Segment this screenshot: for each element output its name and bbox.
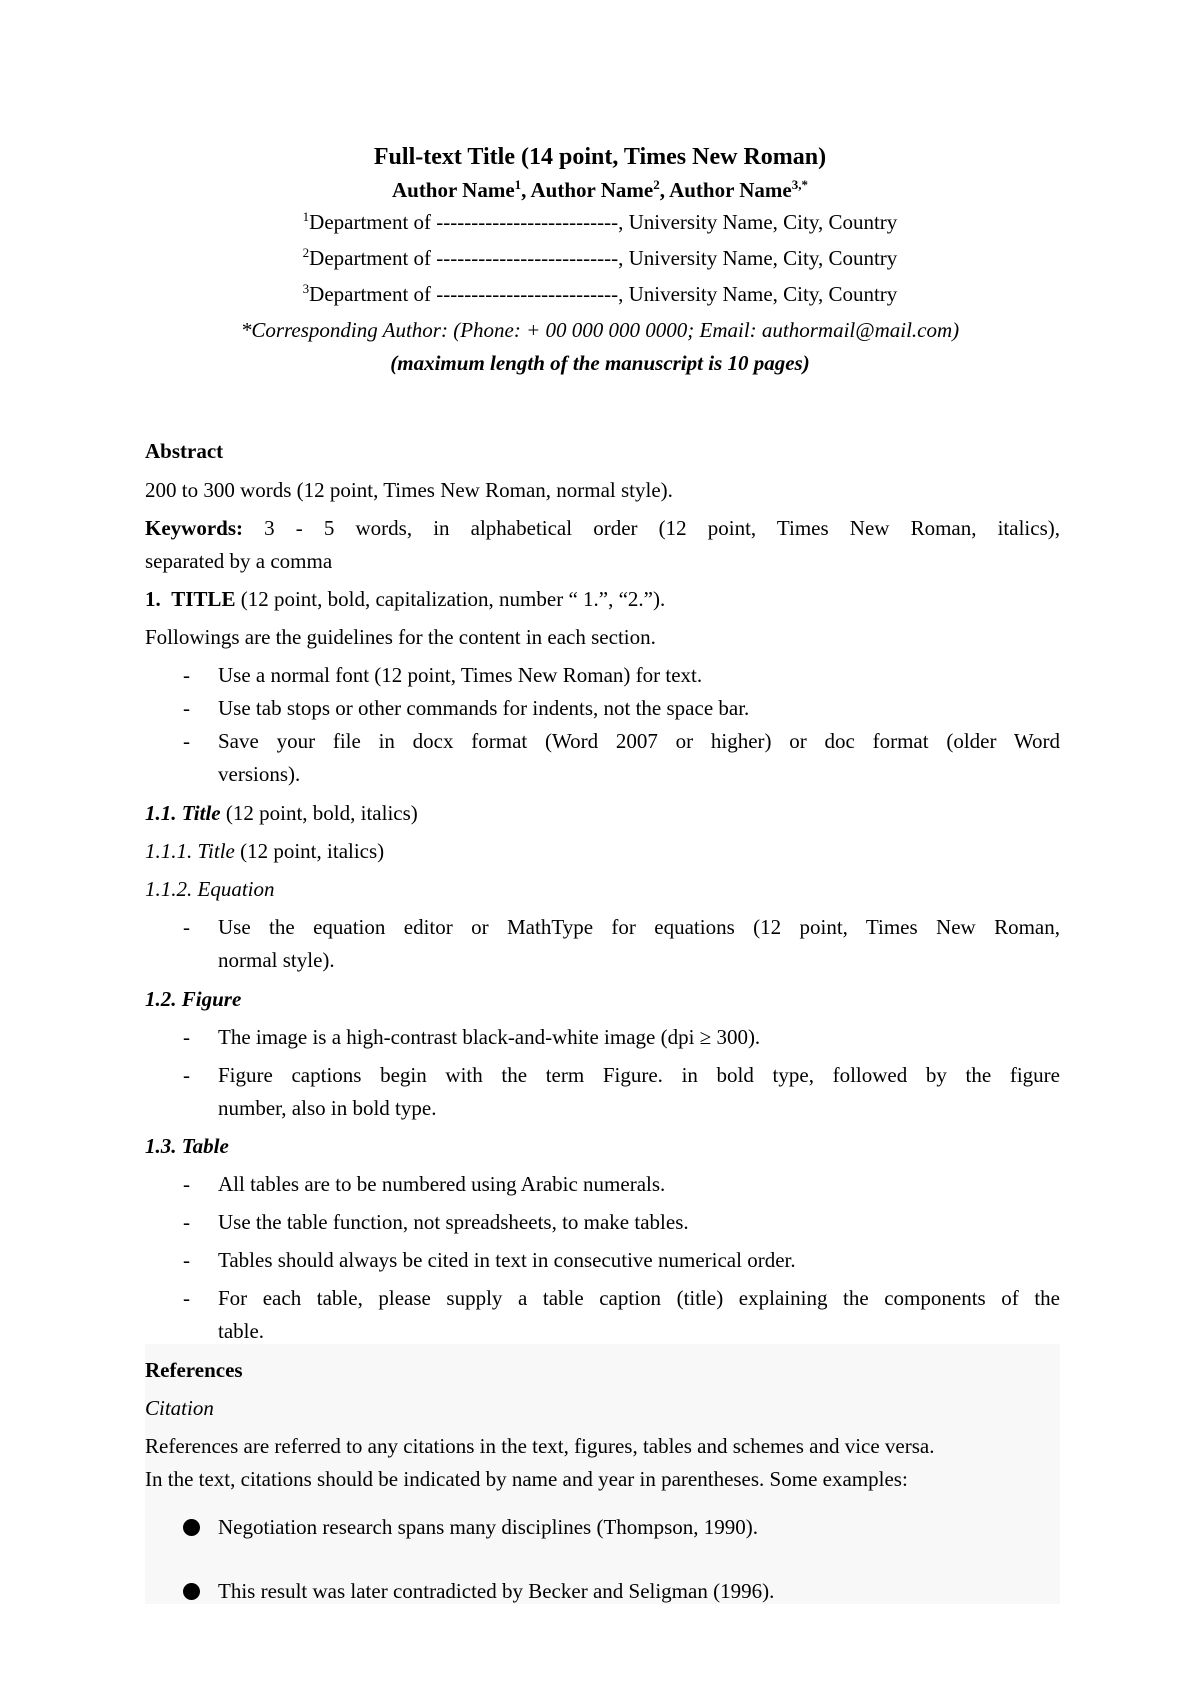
author-name: Author Name [391,178,515,202]
subsubsection-label: 1.1.1. Title [145,839,235,863]
list-item: Tables should always be cited in text in consecutive numerical order. [218,1248,796,1272]
section-title-note: (12 point, bold, capitalization, number “ 1.”, “2.”). [235,587,666,611]
subsection-label: 1.1. Title [145,801,221,825]
author-sup: 2 [653,177,660,192]
corresponding-author: *Corresponding Author: (Phone: + 00 000 000 0000; Email: authormail@mail.com) [240,318,960,342]
list-item: Use the table function, not spreadsheets, to make tables. [218,1210,689,1234]
list-item-continuation: number, also in bold type. [218,1096,437,1120]
affiliation-text: Department of --------------------------, University Name, City, Country [309,210,898,234]
subsection-heading: 1.2. Figure [145,987,242,1011]
bullet-dash: - [183,1063,190,1087]
bullet-dash: - [183,1248,190,1272]
citation-example: Negotiation research spans many disciplines (Thompson, 1990). [218,1515,759,1539]
abstract-heading: Abstract [145,439,224,463]
affiliation-sup: 3 [302,281,310,296]
keywords-continuation: separated by a comma [145,549,333,573]
bullet-dash: - [183,1210,190,1234]
affiliation-sup: 1 [302,209,310,224]
author-name: Author Name [669,178,792,202]
author-list [145,176,1055,204]
references-heading: References [145,1358,243,1382]
section-number: 1. [145,587,161,611]
list-item: The image is a high-contrast black-and-white image (dpi ≥ 300). [218,1025,761,1049]
keywords-text: 3 - 5 words, in alphabetical order (12 point, Times New Roman, italics), [264,516,1060,540]
max-length-note: (maximum length of the manuscript is 10 pages) [390,351,810,375]
list-item: Figure captions begin with the term Figure. in bold type, followed by the figure [218,1063,1060,1087]
list-item: Use the equation editor or MathType for equations (12 point, Times New Roman, [218,915,1060,939]
author-separator: , [521,178,531,202]
subsection-note: (12 point, bold, italics) [220,801,418,825]
keywords-line [145,514,1060,542]
subsubsection-heading [145,837,384,865]
bullet-dash: - [183,915,190,939]
bullet-dash: - [183,1172,190,1196]
references-text: References are referred to any citations in the text, figures, tables and schemes and vice versa. [145,1434,935,1458]
author-separator: , [659,178,670,202]
subsection-heading: 1.3. Table [145,1134,229,1158]
list-item: Use tab stops or other commands for indents, not the space bar. [218,696,750,720]
bullet-dash: - [183,1286,190,1310]
references-subheading: Citation [145,1396,214,1420]
subsubsection-note: (12 point, italics) [234,839,385,863]
references-text: In the text, citations should be indicated by name and year in parentheses. Some examples: [145,1467,908,1491]
list-item: Save your file in docx format (Word 2007 or higher) or doc format (older Word [218,729,1060,753]
affiliation [145,244,1055,272]
list-item-continuation: versions). [218,762,301,786]
list-item: All tables are to be numbered using Arabic numerals. [218,1172,666,1196]
author-name: Author Name [530,178,654,202]
subsection-heading [145,799,418,827]
section-title: TITLE [171,587,236,611]
subsubsection-heading: 1.1.2. Equation [145,877,275,901]
keywords-label: Keywords: [145,516,243,540]
list-item-continuation: normal style). [218,948,335,972]
affiliation-sup: 2 [302,245,310,260]
affiliation-text: Department of --------------------------, University Name, City, Country [309,282,898,306]
author-sup: 3,* [791,177,809,192]
affiliation [145,208,1055,236]
list-item: Use a normal font (12 point, Times New Roman) for text. [218,663,703,687]
bullet-dot [183,1583,200,1600]
abstract-text: 200 to 300 words (12 point, Times New Roman, normal style). [145,478,673,502]
section-heading [145,585,665,613]
bullet-dash: - [183,696,190,720]
citation-example: This result was later contradicted by Becker and Seligman (1996). [218,1579,775,1603]
bullet-dash: - [183,1025,190,1049]
list-item-continuation: table. [218,1319,265,1343]
author-sup: 1 [514,177,522,192]
section-intro: Followings are the guidelines for the content in each section. [145,625,656,649]
bullet-dot [183,1519,200,1536]
list-item: For each table, please supply a table caption (title) explaining the components of the [218,1286,1060,1310]
bullet-dash: - [183,663,190,687]
bullet-dash: - [183,729,190,753]
paper-title: Full-text Title (14 point, Times New Roman) [373,144,827,170]
affiliation-text: Department of --------------------------, University Name, City, Country [309,246,898,270]
affiliation [145,280,1055,308]
